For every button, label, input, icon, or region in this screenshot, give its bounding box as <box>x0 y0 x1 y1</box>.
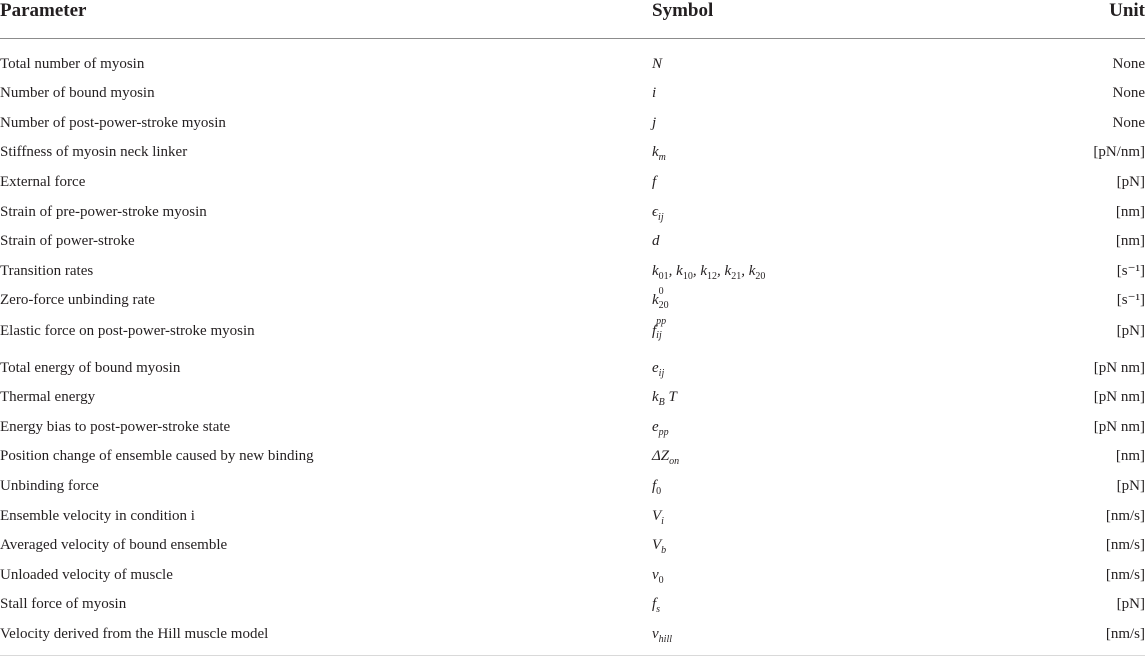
parameter-cell: Position change of ensemble caused by new binding <box>0 448 314 465</box>
table-bottom-rule <box>0 655 1145 656</box>
symbol-cell: j <box>652 114 657 131</box>
unit-cell: [pN nm] <box>1093 359 1145 376</box>
parameter-cell: Velocity derived from the Hill muscle model <box>0 625 269 642</box>
symbol-cell: $k_m$ <box>652 144 666 164</box>
unit-cell: [pN nm] <box>1093 418 1145 435</box>
symbol-cell: f pp ij <box>652 316 667 342</box>
table-row <box>0 227 1145 257</box>
parameter-cell: Transition rates <box>0 262 94 279</box>
symbol-cell: k 0 20 <box>652 285 669 311</box>
parameter-cell: Total energy of bound myosin <box>0 359 181 376</box>
symbol-cell: d <box>652 233 660 250</box>
table-row <box>0 531 1145 561</box>
parameter-cell: Strain of pre-power-stroke myosin <box>0 203 207 220</box>
parameter-cell: Unloaded velocity of muscle <box>0 566 173 583</box>
table-row <box>0 620 1145 650</box>
parameter-cell: Elastic force on post-power-stroke myosin <box>0 322 255 339</box>
header-unit: Unit <box>1109 0 1145 21</box>
table-row <box>0 383 1145 413</box>
unit-cell: [s⁻¹] <box>1116 262 1145 279</box>
unit-cell: [pN nm] <box>1093 389 1145 406</box>
symbol-cell: $k_{01}$, $k_{10}$, $k_{12}$, $k_{21}$, $k_{20}$ <box>652 262 766 282</box>
table-row <box>0 79 1145 109</box>
unit-cell: None <box>1112 55 1145 72</box>
table-row <box>0 286 1145 316</box>
parameter-cell: External force <box>0 173 86 190</box>
symbol-cell: f <box>652 173 657 190</box>
header-parameter: Parameter <box>0 0 87 21</box>
unit-cell: None <box>1112 85 1145 102</box>
table-row <box>0 109 1145 139</box>
parameter-cell: Energy bias to post-power-stroke state <box>0 418 231 435</box>
table-row <box>0 168 1145 198</box>
unit-cell: [pN] <box>1116 596 1145 613</box>
unit-cell: None <box>1112 114 1145 131</box>
unit-cell: [nm] <box>1115 448 1145 465</box>
symbol-cell: $e_{ij}$ <box>652 359 665 379</box>
parameter-cell: Thermal energy <box>0 389 96 406</box>
parameter-cell: Averaged velocity of bound ensemble <box>0 537 228 554</box>
table-row <box>0 317 1145 351</box>
unit-cell: [s⁻¹] <box>1116 292 1145 309</box>
symbol-cell: $v_0$ <box>652 566 664 586</box>
parameter-cell: Number of bound myosin <box>0 85 155 102</box>
table-row <box>0 590 1145 620</box>
parameter-cell: Strain of power-stroke <box>0 233 135 250</box>
symbol-cell: $\Delta Z_{on}$ <box>652 448 680 468</box>
parameter-cell: Total number of myosin <box>0 55 145 72</box>
parameter-cell: Ensemble velocity in condition i <box>0 507 195 524</box>
table-row <box>0 198 1145 228</box>
parameter-cell: Stall force of myosin <box>0 596 127 613</box>
table-row <box>0 138 1145 168</box>
unit-cell: [pN] <box>1116 173 1145 190</box>
unit-cell: [pN] <box>1116 477 1145 494</box>
parameter-cell: Zero-force unbinding rate <box>0 292 155 309</box>
symbol-cell: N <box>652 55 663 72</box>
table-row <box>0 472 1145 502</box>
unit-cell: [pN/nm] <box>1093 144 1145 161</box>
symbol-cell: $f_s$ <box>652 596 661 616</box>
table-row <box>0 257 1145 287</box>
symbol-cell: $e_{pp}$ <box>652 418 669 438</box>
unit-cell: [nm/s] <box>1105 507 1145 524</box>
table-row <box>0 502 1145 532</box>
unit-cell: [nm/s] <box>1105 625 1145 642</box>
symbol-cell: $v_{hill}$ <box>652 625 673 645</box>
symbol-cell: $k_B$ T <box>652 389 677 409</box>
parameter-cell: Unbinding force <box>0 477 99 494</box>
unit-cell: [pN] <box>1116 322 1145 339</box>
unit-cell: [nm/s] <box>1105 537 1145 554</box>
symbol-cell: $\epsilon_{ij}$ <box>652 203 664 223</box>
unit-cell: [nm/s] <box>1105 566 1145 583</box>
symbol-cell: $V_i$ <box>652 507 664 527</box>
unit-cell: [nm] <box>1115 203 1145 220</box>
header-symbol: Symbol <box>652 0 714 21</box>
table-row <box>0 561 1145 591</box>
symbol-cell: $f_0$ <box>652 477 662 497</box>
table-header <box>0 0 1145 39</box>
table-row <box>0 413 1145 443</box>
table-row <box>0 442 1145 472</box>
unit-cell: [nm] <box>1115 233 1145 250</box>
symbol-cell: i <box>652 85 657 102</box>
table-row <box>0 354 1145 384</box>
table-row <box>0 50 1145 80</box>
parameter-cell: Number of post-power-stroke myosin <box>0 114 226 131</box>
parameter-cell: Stiffness of myosin neck linker <box>0 144 188 161</box>
symbol-cell: $V_b$ <box>652 537 667 557</box>
